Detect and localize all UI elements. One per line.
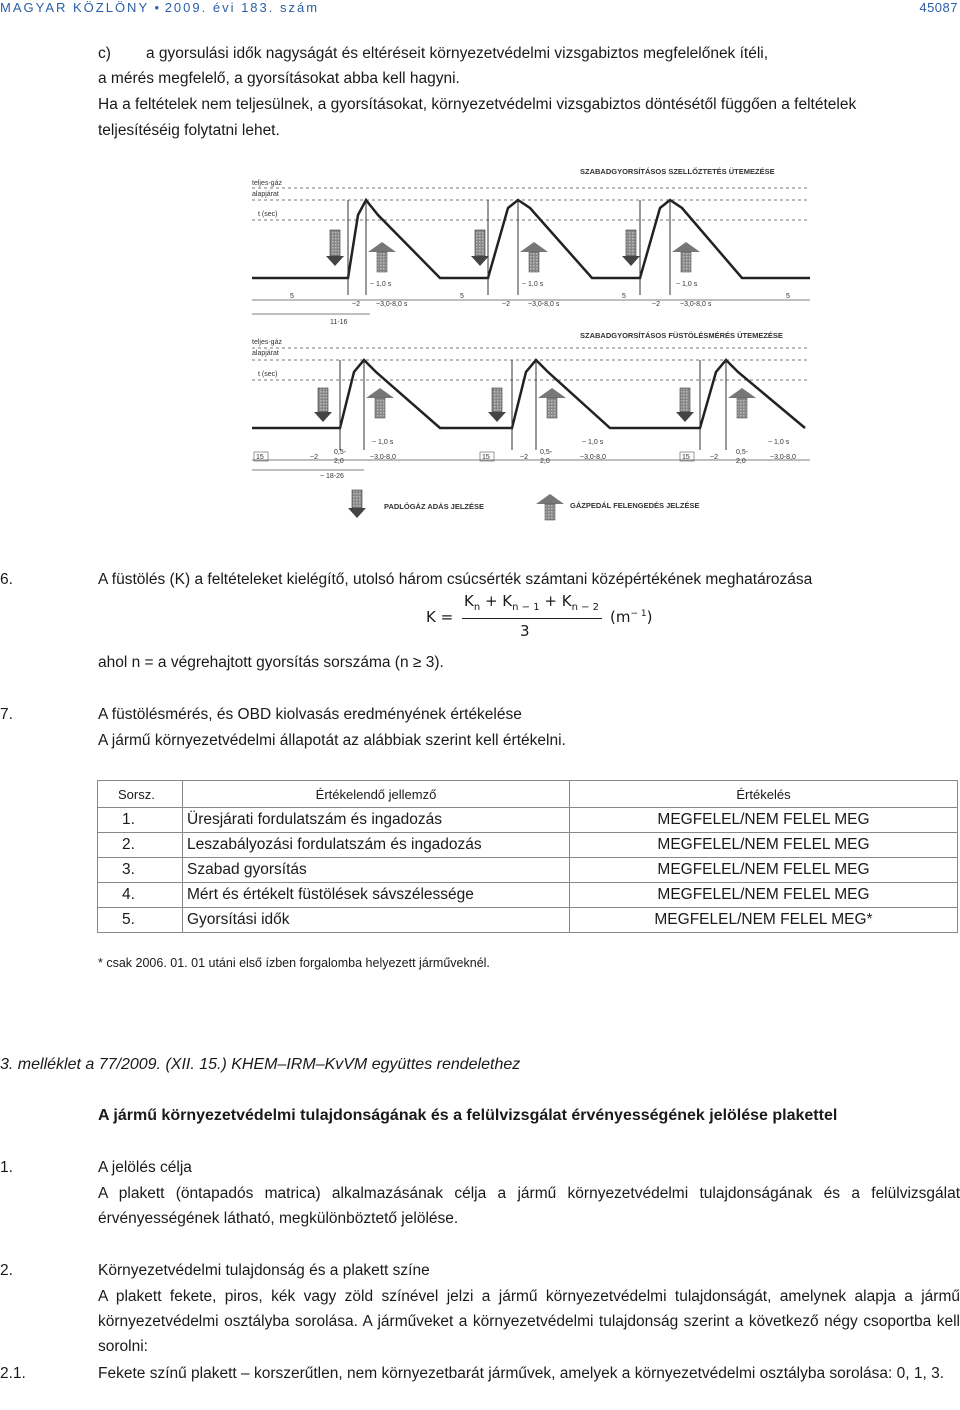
col-header-evaluation: Értékelés xyxy=(570,781,958,808)
bottom-label-2-b: ~2 xyxy=(520,454,528,461)
top-label-1s-a: ~ 1,0 s xyxy=(370,281,392,288)
table-row xyxy=(98,908,958,933)
table-row xyxy=(98,808,958,833)
legend-pedal-release xyxy=(536,494,699,520)
section-7-text: A jármű környezetvédelmi állapotát az alábbiak szerint kell értékelni. xyxy=(98,732,566,749)
time-label-bottom: t (sec) xyxy=(258,371,278,378)
bottom-label-2-a: ~2 xyxy=(310,454,318,461)
formula-unit-exponent: − 1 xyxy=(630,609,647,619)
page-number: 45087 xyxy=(919,0,958,15)
row-property: Üresjárati fordulatszám és ingadozás xyxy=(183,808,570,833)
formula-numerator xyxy=(464,592,599,613)
row-evaluation: MEGFELEL/NEM FELEL MEG* xyxy=(570,908,958,933)
row-evaluation: MEGFELEL/NEM FELEL MEG xyxy=(570,858,958,883)
bottom-diagram-title: SZABADGYORSÍTÁSOS FÜSTÖLÉSMÉRÉS ÜTEMEZÉSE xyxy=(580,331,783,340)
top-label-2-a: ~2 xyxy=(352,301,360,308)
section-6-number: 6. xyxy=(0,571,13,588)
row-evaluation: MEGFELEL/NEM FELEL MEG xyxy=(570,833,958,858)
top-label-3-8-a: ~3,0-8,0 s xyxy=(376,301,408,308)
annex-subtitle: A jármű környezetvédelmi tulajdonságának és a felülvizsgálat érvényességének jelölése plakettel xyxy=(98,1107,838,1124)
intro-line-4: teljesítéséig folytatni lehet. xyxy=(98,122,280,139)
row-number: 1. xyxy=(98,808,183,833)
pedal-release-arrow-top-1 xyxy=(368,242,396,272)
bottom-label-1s-b: ~ 1,0 s xyxy=(582,439,604,446)
pedal-press-arrow-bottom-3 xyxy=(676,388,694,422)
legend-press-text: PADLÓGÁZ ADÁS JELZÉSE xyxy=(384,502,485,511)
intro-line-3: Ha a feltételek nem teljesülnek, a gyorsításokat, környezetvédelmi vizsgabiztos döntésétől függően a feltételek xyxy=(98,96,857,113)
legend-pedal-press xyxy=(348,490,484,518)
top-label-2-b: ~2 xyxy=(502,301,510,308)
formula-plus-k-2: + K xyxy=(544,592,572,610)
pedal-release-arrow-bottom-1 xyxy=(366,388,394,418)
time-label-top: t (sec) xyxy=(258,211,278,218)
top-range-label: 11-16 xyxy=(330,319,348,326)
formula-plus-k-1: + K xyxy=(484,592,513,610)
item-c-text: a gyorsulási idők nagyságát és eltéréseit környezetvédelmi vizsgabiztos megfelelőnek ítéli, xyxy=(146,45,769,62)
bottom-label-15-b: 15 xyxy=(482,454,490,461)
col-header-property: Értékelendő jellemző xyxy=(183,781,570,808)
bottom-label-05-b: 0,5- xyxy=(540,449,553,456)
issue-label: 2009. évi 183. szám xyxy=(164,0,320,15)
section-7-number: 7. xyxy=(0,706,13,723)
formula-unit-base: (m xyxy=(610,608,631,626)
annex-section-1-number: 1. xyxy=(0,1159,13,1176)
full-throttle-label-top: teljes-gáz xyxy=(252,180,282,187)
bottom-label-05-a: 0,5- xyxy=(334,449,347,456)
formula-k-n: K xyxy=(464,592,474,610)
bottom-speed-waveform xyxy=(252,360,805,428)
full-throttle-label-bottom: teljes-gáz xyxy=(252,339,282,346)
annex-section-2-text: A plakett fekete, piros, kék vagy zöld színével jelzi a jármű környezetvédelmi tulajdonságát, amelynek alapja a jármű környezetvédelmi osztályba sorolása. A járműveket a környezetvédelmi tulajdonság szerint a következő négy csoportba kell sorolni: xyxy=(98,1288,960,1355)
item-c-label: c) xyxy=(98,45,111,62)
bottom-label-20-a: 2,0 xyxy=(334,458,344,465)
formula-sub-n-1: n − 1 xyxy=(512,602,540,613)
bottom-label-3-8-c: ~3,0-8,0 xyxy=(770,454,796,461)
journal-name: MAGYAR KÖZLÖNY xyxy=(0,0,149,15)
formula-lhs: K = xyxy=(426,608,454,626)
top-label-5-d: 5 xyxy=(786,293,790,300)
legend-release-text: GÁZPEDÁL FELENGEDÉS JELZÉSE xyxy=(570,501,700,510)
row-property: Leszabályozási fordulatszám és ingadozás xyxy=(183,833,570,858)
row-number: 4. xyxy=(98,883,183,908)
formula-unit xyxy=(610,608,652,626)
bottom-label-3-8-a: ~3,0-8,0 xyxy=(370,454,396,461)
pedal-press-arrow-top-1 xyxy=(326,230,344,266)
top-label-3-8-b: ~3,0-8,0 s xyxy=(528,301,560,308)
section-7-title: A füstölésmérés, és OBD kiolvasás eredményének értékelése xyxy=(98,706,522,723)
bottom-label-15-a: 15 xyxy=(256,454,264,461)
table-header-row xyxy=(98,781,958,808)
table-footnote: * csak 2006. 01. 01 utáni első ízben forgalomba helyezett járműveknél. xyxy=(98,956,490,970)
bottom-label-05-c: 0,5- xyxy=(736,449,749,456)
bottom-label-1s-a: ~ 1,0 s xyxy=(372,439,394,446)
annex-title: 3. melléklet a 77/2009. (XII. 15.) KHEM–IRM–KvVM együttes rendelethez xyxy=(0,1056,521,1073)
bottom-label-1s-c: ~ 1,0 s xyxy=(768,439,790,446)
annex-section-1-text: A plakett (öntapadós matrica) alkalmazásának célja a jármű környezetvédelmi tulajdonságának és a felülvizsgálat érvényességének látható, megkülönböztető jelölése. xyxy=(98,1185,960,1227)
top-label-1s-c: ~ 1,0 s xyxy=(676,281,698,288)
row-number: 2. xyxy=(98,833,183,858)
bottom-range-label: ~ 18-26 xyxy=(320,473,344,480)
header-journal-line xyxy=(0,0,319,15)
formula-sub-n-2: n − 2 xyxy=(571,602,599,613)
idle-label-top: alapjárat xyxy=(252,191,279,198)
bottom-label-20-b: 2,0 xyxy=(540,458,550,465)
pedal-release-arrow-bottom-2 xyxy=(538,388,566,418)
idle-label-bottom: alapjárat xyxy=(252,350,279,357)
annex-section-2-1-number: 2.1. xyxy=(0,1365,26,1382)
col-header-number: Sorsz. xyxy=(98,781,183,808)
acceleration-schedule-diagram xyxy=(230,160,820,530)
formula-fraction-bar xyxy=(462,618,602,619)
table-row xyxy=(98,883,958,908)
formula-denominator: 3 xyxy=(520,622,530,640)
row-evaluation: MEGFELEL/NEM FELEL MEG xyxy=(570,883,958,908)
pedal-press-arrow-bottom-1 xyxy=(314,388,332,422)
annex-section-1-title: A jelölés célja xyxy=(98,1159,192,1176)
intro-line-2: a mérés megfelelő, a gyorsításokat abba kell hagyni. xyxy=(98,70,460,87)
page-header xyxy=(0,0,960,16)
row-property: Szabad gyorsítás xyxy=(183,858,570,883)
bottom-label-15-c: 15 xyxy=(682,454,690,461)
formula-sub-n: n xyxy=(473,602,481,613)
table-row xyxy=(98,833,958,858)
pedal-press-arrow-top-3 xyxy=(622,230,640,266)
bottom-label-20-c: 2,0 xyxy=(736,458,746,465)
pedal-press-arrow-top-2 xyxy=(471,230,489,266)
top-label-1s-b: ~ 1,0 s xyxy=(522,281,544,288)
formula-unit-close: ) xyxy=(646,608,653,626)
row-number: 5. xyxy=(98,908,183,933)
top-label-5-b: 5 xyxy=(460,293,464,300)
top-label-5-c: 5 xyxy=(622,293,626,300)
pedal-release-arrow-top-3 xyxy=(672,242,700,272)
row-evaluation: MEGFELEL/NEM FELEL MEG xyxy=(570,808,958,833)
table-row xyxy=(98,858,958,883)
top-label-2-c: ~2 xyxy=(652,301,660,308)
pedal-release-arrow-top-2 xyxy=(520,242,548,272)
annex-section-2-1-text: Fekete színű plakett – korszerűtlen, nem környezetbarát járművek, amelyek a környezetvédelmi osztályba sorolása: 0, 1, 3. xyxy=(98,1365,945,1382)
annex-section-2-title: Környezetvédelmi tulajdonság és a plakett színe xyxy=(98,1262,430,1279)
section-6-where: ahol n = a végrehajtott gyorsítás sorszáma (n ≥ 3). xyxy=(98,654,444,671)
top-diagram-title: SZABADGYORSÍTÁSOS SZELLŐZTETÉS ÜTEMEZÉSE xyxy=(580,167,775,176)
pedal-release-arrow-bottom-3 xyxy=(728,388,756,418)
row-property: Mért és értékelt füstölések sávszélessége xyxy=(183,883,570,908)
bottom-label-3-8-b: ~3,0-8,0 xyxy=(580,454,606,461)
top-label-5-a: 5 xyxy=(290,293,294,300)
bottom-label-2-c: ~2 xyxy=(710,454,718,461)
smoke-average-formula xyxy=(426,592,666,648)
section-6-text: A füstölés (K) a feltételeket kielégítő, utolsó három csúcsérték számtani középértékének meghatározása xyxy=(98,571,813,588)
pedal-press-arrow-bottom-2 xyxy=(488,388,506,422)
evaluation-table xyxy=(97,780,958,933)
row-property: Gyorsítási idők xyxy=(183,908,570,933)
row-number: 3. xyxy=(98,858,183,883)
annex-section-2-number: 2. xyxy=(0,1262,13,1279)
top-label-3-8-c: ~3,0-8,0 s xyxy=(680,301,712,308)
bullet-separator: • xyxy=(154,0,160,15)
